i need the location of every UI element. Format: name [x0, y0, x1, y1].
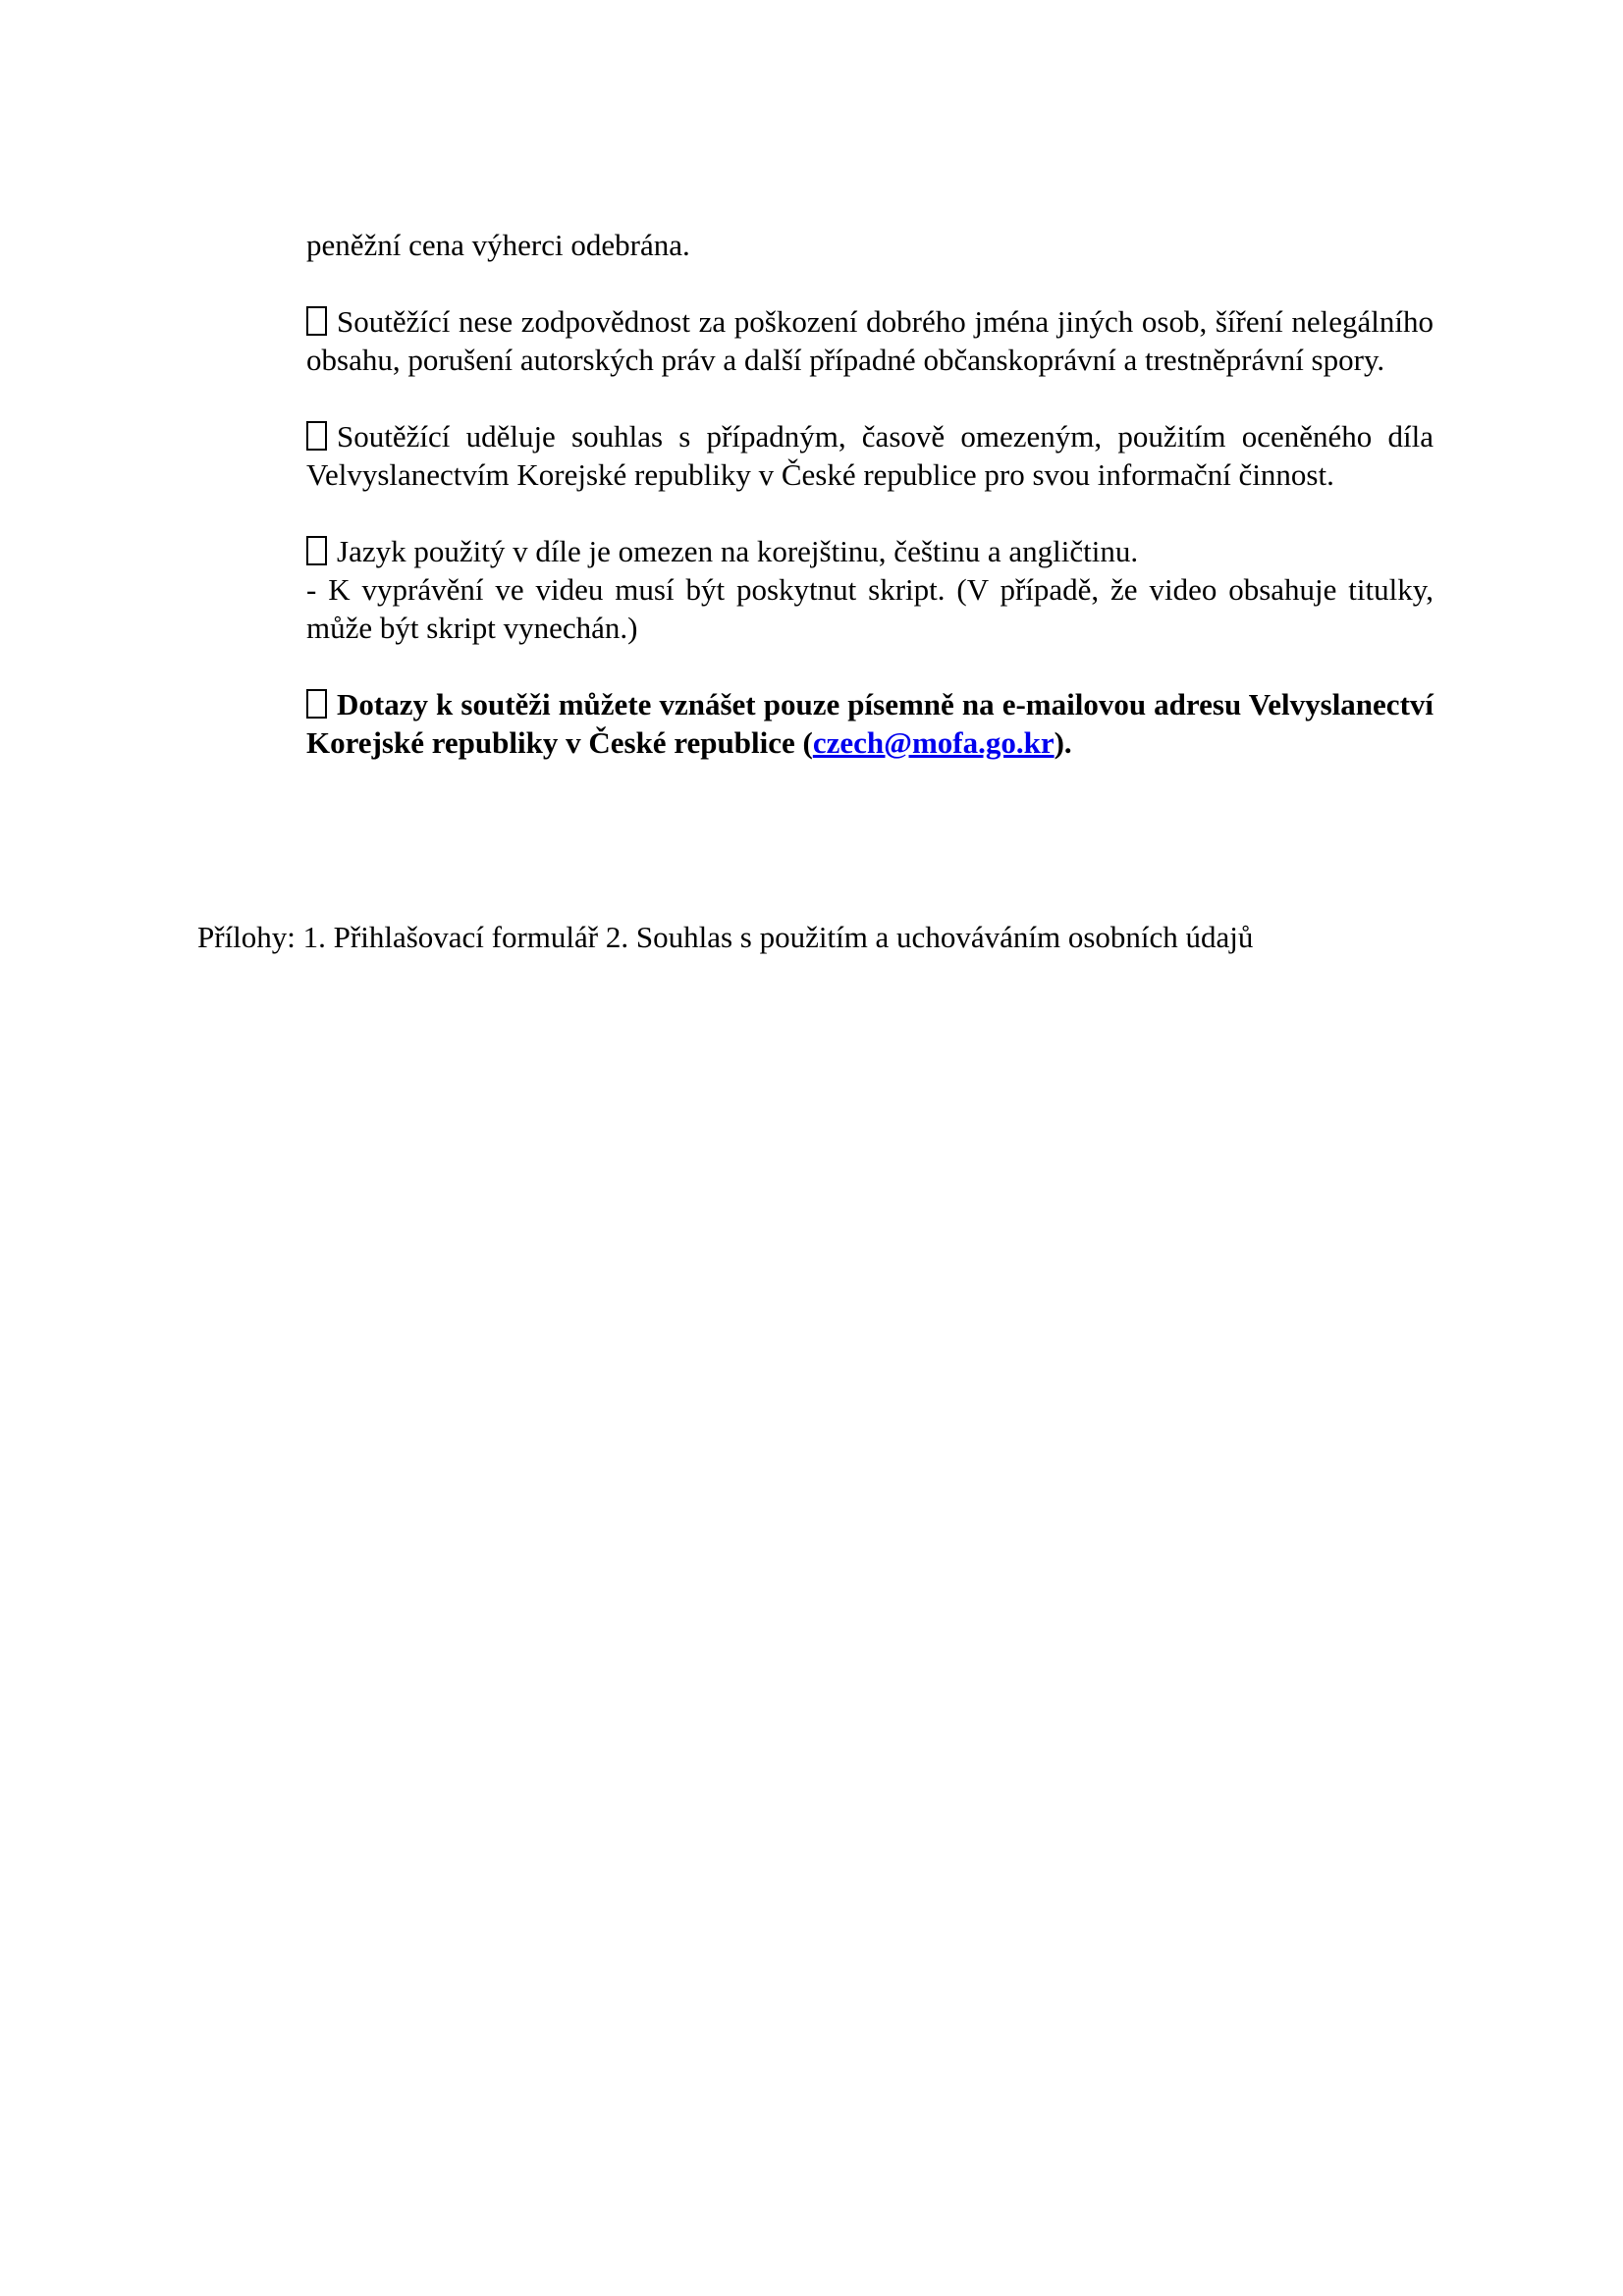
paragraph-gap — [306, 647, 1434, 685]
consent-paragraph — [306, 417, 1434, 494]
bullet-box-icon — [306, 306, 327, 336]
attachments-line: Přílohy: 1. Přihlašovací formulář 2. Souhlas s použitím a uchováváním osobních údajů — [197, 920, 1254, 954]
paragraph-gap — [306, 494, 1434, 532]
consent-text: Soutěžící uděluje souhlas s případným, časově omezeným, použitím oceněného díla Velvyslanectvím Korejské republiky v České republice pro svou informační činnost. — [306, 419, 1434, 492]
bullet-box-icon — [306, 536, 327, 565]
intro-line: peněžní cena výherci odebrána. — [306, 228, 690, 262]
script-paragraph: - K vyprávění ve videu musí být poskytnut skript. (V případě, že video obsahuje titulky, může být skript vynechán.) — [306, 572, 1434, 645]
paragraph-gap — [306, 379, 1434, 417]
language-text: Jazyk použitý v díle je omezen na korejštinu, češtinu a angličtinu. — [337, 534, 1139, 568]
responsibility-text: Soutěžící nese zodpovědnost za poškození dobrého jména jiných osob, šíření nelegálního obsahu, porušení autorských práv a další případné občanskoprávní a trestněprávní spory. — [306, 304, 1434, 377]
bullet-box-icon — [306, 689, 327, 719]
contact-paragraph — [306, 685, 1434, 762]
paragraph-gap — [306, 264, 1434, 302]
document-body — [306, 226, 1434, 762]
contact-email-link[interactable]: czech@mofa.go.kr — [812, 725, 1055, 760]
contact-text-suffix: ). — [1054, 725, 1072, 760]
bullet-box-icon — [306, 421, 327, 451]
language-paragraph — [306, 532, 1434, 570]
contact-text-prefix: Dotazy k soutěži můžete vznášet pouze písemně na e-mailovou adresu Velvyslanectví Korejské republiky v České republice ( — [306, 687, 1434, 760]
responsibility-paragraph — [306, 302, 1434, 379]
